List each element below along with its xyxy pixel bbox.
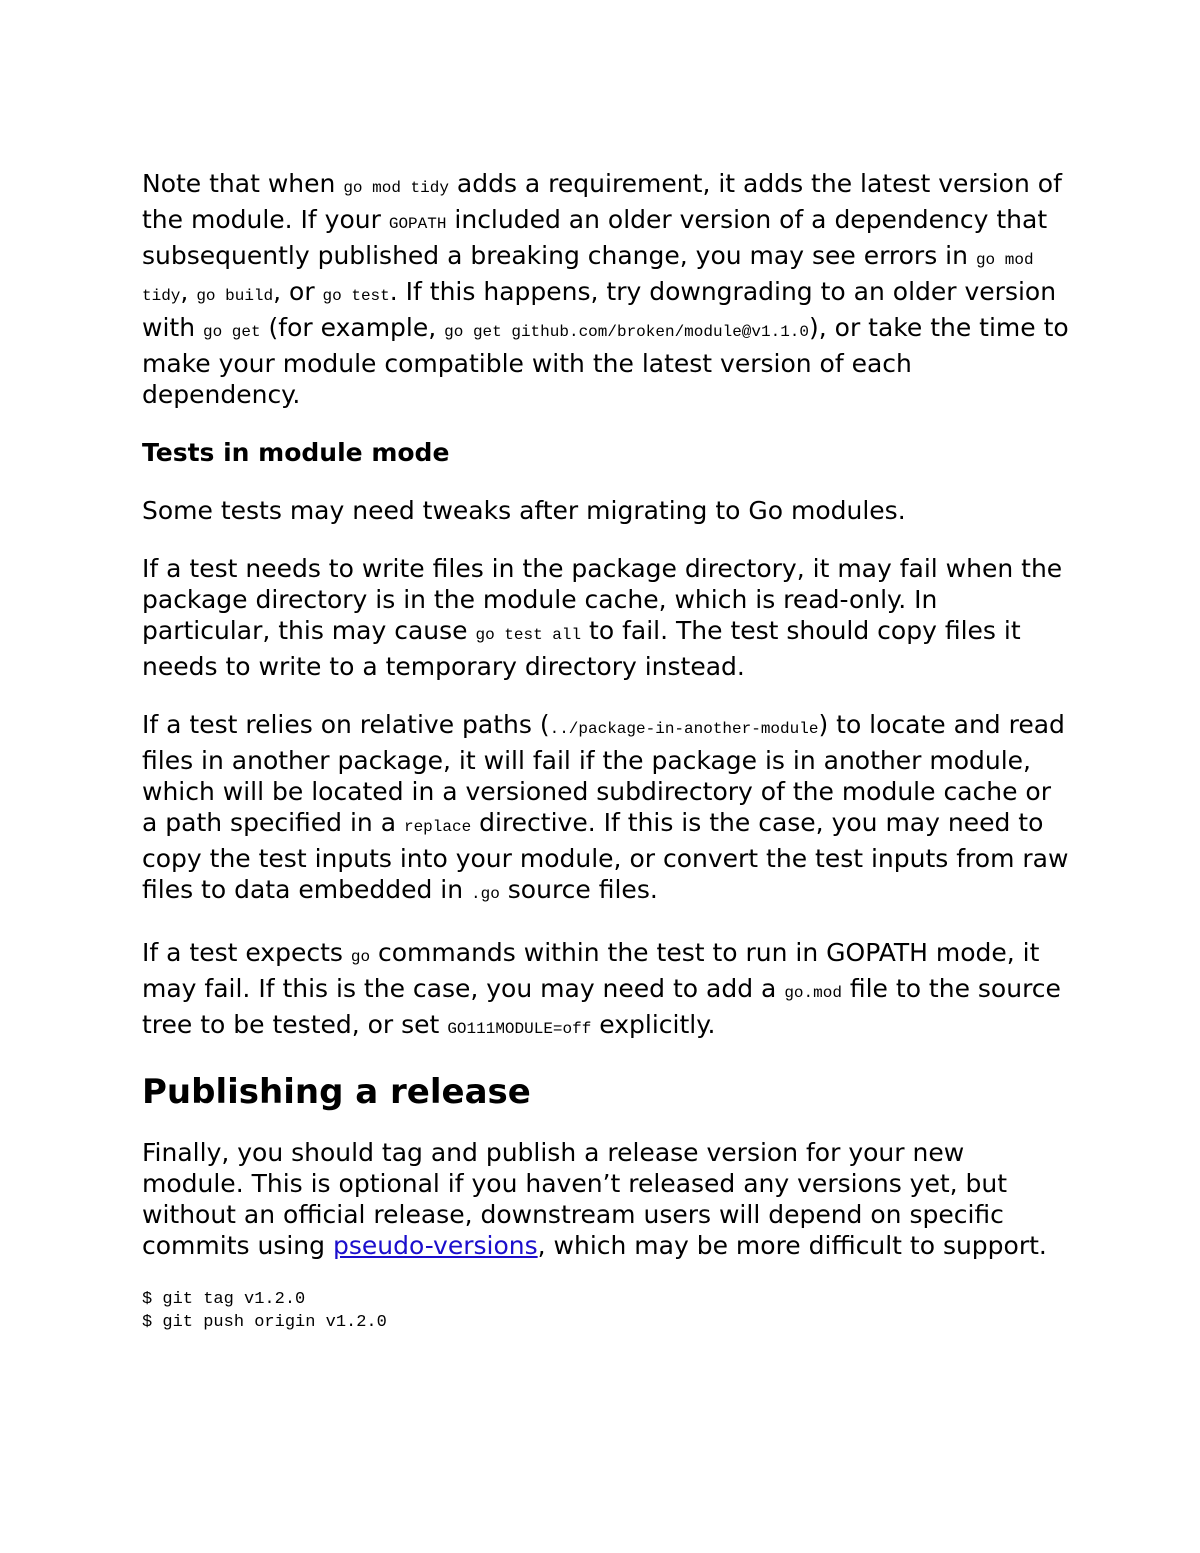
code-block [142, 1288, 1072, 1334]
text: ), or take the time to make your module compatible with the latest version of each dependency. [142, 313, 1069, 409]
inline-code: go.mod [784, 984, 842, 1002]
text: adds a requirement, it adds the latest version of the module. If your [142, 169, 1062, 234]
inline-code: go test all [475, 626, 582, 644]
pseudo-versions-link[interactable]: pseudo-versions [332, 1231, 538, 1260]
text: , which may be more difficult to support. [537, 1231, 1047, 1260]
paragraph-publishing [142, 1137, 1072, 1261]
text: explicitly. [591, 1010, 716, 1039]
paragraph-write-files [142, 553, 1072, 682]
inline-code: GO111MODULE=off [447, 1020, 592, 1038]
heading-tests-in-module-mode: Tests in module mode [142, 438, 450, 467]
text: included an older version of a dependency that subsequently published a breaking change, you may see errors in [142, 205, 1048, 270]
text: ) to locate and read files in another package, it will fail if the package is in another module, which will be located in a versioned subdirectory of the module cache or a path specified in a [142, 710, 1065, 837]
paragraph-gopath-mode [142, 937, 1072, 1045]
paragraph-go-mod-tidy [142, 168, 1072, 410]
text: to fail. The test should copy files it needs to write to a temporary directory instead. [142, 616, 1021, 681]
text: commands within the test to run in GOPATH mode, it may fail. If this is the case, you may need to add a [142, 938, 1040, 1003]
text: directive. If this is the case, you may need to copy the test inputs into your module, or convert the test inputs from raw files to data embedded in [142, 808, 1069, 904]
inline-code: go mod tidy [343, 179, 449, 197]
text: Note that when [142, 169, 344, 198]
inline-code: go build [196, 287, 274, 305]
text: If a test relies on relative paths ( [142, 710, 550, 739]
inline-code: ../package-in-another-module [549, 720, 819, 738]
text: (for example, [260, 313, 445, 342]
inline-code: .go [471, 885, 500, 903]
paragraph-relative-paths [142, 709, 1072, 910]
inline-code: go test [322, 287, 390, 305]
heading-publishing-a-release: Publishing a release [142, 1072, 531, 1112]
text: , [180, 277, 197, 306]
paragraph-tests-intro: Some tests may need tweaks after migrating to Go modules. [142, 496, 906, 525]
text: If a test expects [142, 938, 351, 967]
document-page [142, 168, 1072, 1334]
inline-code: go get github.com/broken/module@v1.1.0 [444, 323, 809, 341]
text: . If this happens, try downgrading to an older version with [142, 277, 1057, 342]
text: source files. [499, 875, 658, 904]
text: file to the source tree to be tested, or set [142, 974, 1061, 1039]
inline-code: GOPATH [388, 215, 447, 233]
text: , or [273, 277, 323, 306]
inline-code: go [350, 948, 371, 966]
inline-code: go get [203, 323, 261, 341]
inline-code: go mod tidy [142, 251, 1034, 305]
text: If a test needs to write files in the package directory, it may fail when the package directory is in the module cache, which is read-only. In particular, this may cause [142, 554, 1063, 645]
inline-code: replace [403, 818, 472, 836]
code-line: $ git push origin v1.2.0 [142, 1313, 387, 1332]
code-line: $ git tag v1.2.0 [142, 1290, 306, 1309]
text: Finally, you should tag and publish a release version for your new module. This is optional if you haven’t released any versions yet, but without an official release, downstream users will depend on specific commits using [142, 1138, 1008, 1260]
